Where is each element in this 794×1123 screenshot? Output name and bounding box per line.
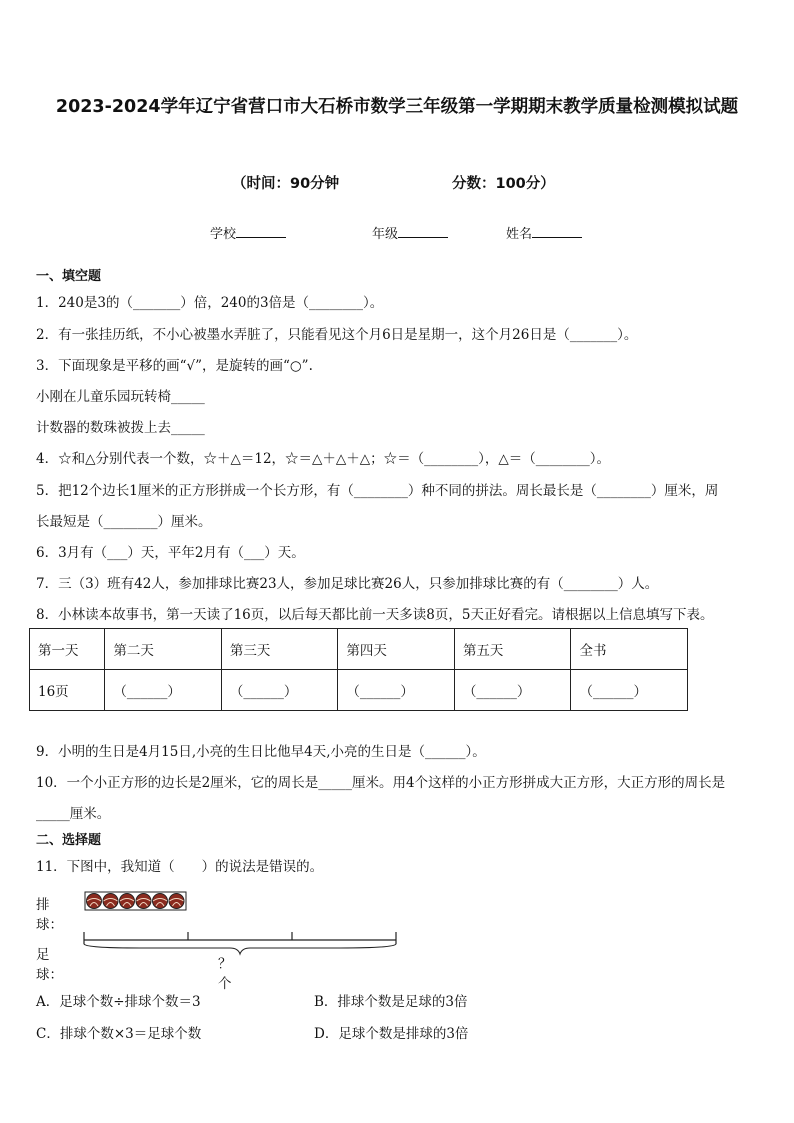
exam-time: （时间：90分钟: [232, 176, 340, 192]
volleyball-icon: [136, 894, 151, 909]
question-6: 6．3月有（___）天，平年2月有（___）天。: [36, 545, 305, 561]
option-c[interactable]: C．排球个数×3＝足球个数: [36, 1026, 202, 1042]
question-11: 11．下图中，我知道（ ）的说法是错误的。: [36, 859, 324, 875]
section-heading-fill: 一、填空题: [36, 269, 102, 284]
volleyball-label: 排球：: [36, 897, 63, 933]
volleyball-icon: [103, 894, 118, 909]
section-heading-choice: 二、选择题: [36, 833, 102, 848]
table-cell-blank[interactable]: （______）: [454, 670, 571, 711]
table-header-cell: 全书: [571, 629, 688, 670]
grade-field: 年级: [372, 223, 398, 242]
grade-blank[interactable]: [398, 223, 448, 238]
exam-score: 分数：100分）: [452, 176, 555, 192]
brace: [84, 944, 396, 954]
table-header-cell: 第三天: [221, 629, 338, 670]
page-title: 2023-2024学年辽宁省营口市大石桥市数学三年级第一学期期末教学质量检测模拟试题: [55, 97, 739, 117]
table-header-row: [30, 629, 688, 670]
table-header-cell: 第五天: [454, 629, 571, 670]
question-mark-label: ？个: [218, 956, 232, 992]
school-field: 学校: [210, 223, 236, 242]
question-4: 4．☆和△分别代表一个数，☆＋△＝12，☆＝△＋△＋△；☆＝（________），△＝（________）。: [36, 451, 611, 467]
question-10-line2: _____厘米。: [36, 806, 111, 822]
option-d[interactable]: D．足球个数是排球的3倍: [314, 1026, 469, 1042]
football-label: 足球：: [36, 947, 63, 983]
option-b[interactable]: B．排球个数是足球的3倍: [314, 994, 468, 1010]
reading-table: [29, 628, 688, 711]
question-2: 2．有一张挂历纸，不小心被墨水弄脏了，只能看见这个月6日是星期一，这个月26日是（_______）。: [36, 327, 638, 343]
question-3a: 小刚在儿童乐园玩转椅_____: [36, 389, 205, 405]
table-cell-blank[interactable]: （______）: [571, 670, 688, 711]
school-blank[interactable]: [236, 223, 286, 238]
table-row: [30, 670, 688, 711]
question-7: 7．三（3）班有42人，参加排球比赛23人，参加足球比赛26人，只参加排球比赛的有（________）人。: [36, 576, 659, 592]
name-blank[interactable]: [532, 223, 582, 238]
volleyball-row: [84, 890, 190, 912]
table-cell: 16页: [30, 670, 105, 711]
football-bar: [80, 926, 400, 956]
table-header-cell: 第二天: [105, 629, 222, 670]
question-8: 8．小林读本故事书，第一天读了16页，以后每天都比前一天多读8页，5天正好看完。请根据以上信息填写下表。: [36, 607, 714, 623]
table-cell-blank[interactable]: （______）: [221, 670, 338, 711]
table-cell-blank[interactable]: （______）: [105, 670, 222, 711]
volleyball-icon: [87, 894, 102, 909]
volleyball-icon: [153, 894, 168, 909]
question-9: 9．小明的生日是4月15日,小亮的生日比他早4天,小亮的生日是（______）。: [36, 744, 486, 760]
question-5-line2: 长最短是（________）厘米。: [36, 514, 212, 530]
name-field: 姓名: [506, 223, 532, 242]
question-3: 3．下面现象是平移的画“√”，是旋转的画“○”.: [36, 358, 313, 374]
question-10-line1: 10．一个小正方形的边长是2厘米，它的周长是_____厘米。用4个这样的小正方形拼成大正方形，大正方形的周长是: [36, 775, 726, 791]
option-a[interactable]: A．足球个数÷排球个数＝3: [36, 994, 201, 1010]
question-1: 1．240是3的（_______）倍，240的3倍是（________）。: [36, 295, 384, 311]
table-cell-blank[interactable]: （______）: [338, 670, 455, 711]
table-header-cell: 第一天: [30, 629, 105, 670]
volleyball-icon: [120, 894, 135, 909]
table-header-cell: 第四天: [338, 629, 455, 670]
question-3b: 计数器的数珠被拨上去_____: [36, 420, 205, 436]
volleyball-icon: [169, 894, 184, 909]
question-5-line1: 5．把12个边长1厘米的正方形拼成一个长方形，有（________）种不同的拼法。周长最长是（________）厘米，周: [36, 483, 719, 499]
